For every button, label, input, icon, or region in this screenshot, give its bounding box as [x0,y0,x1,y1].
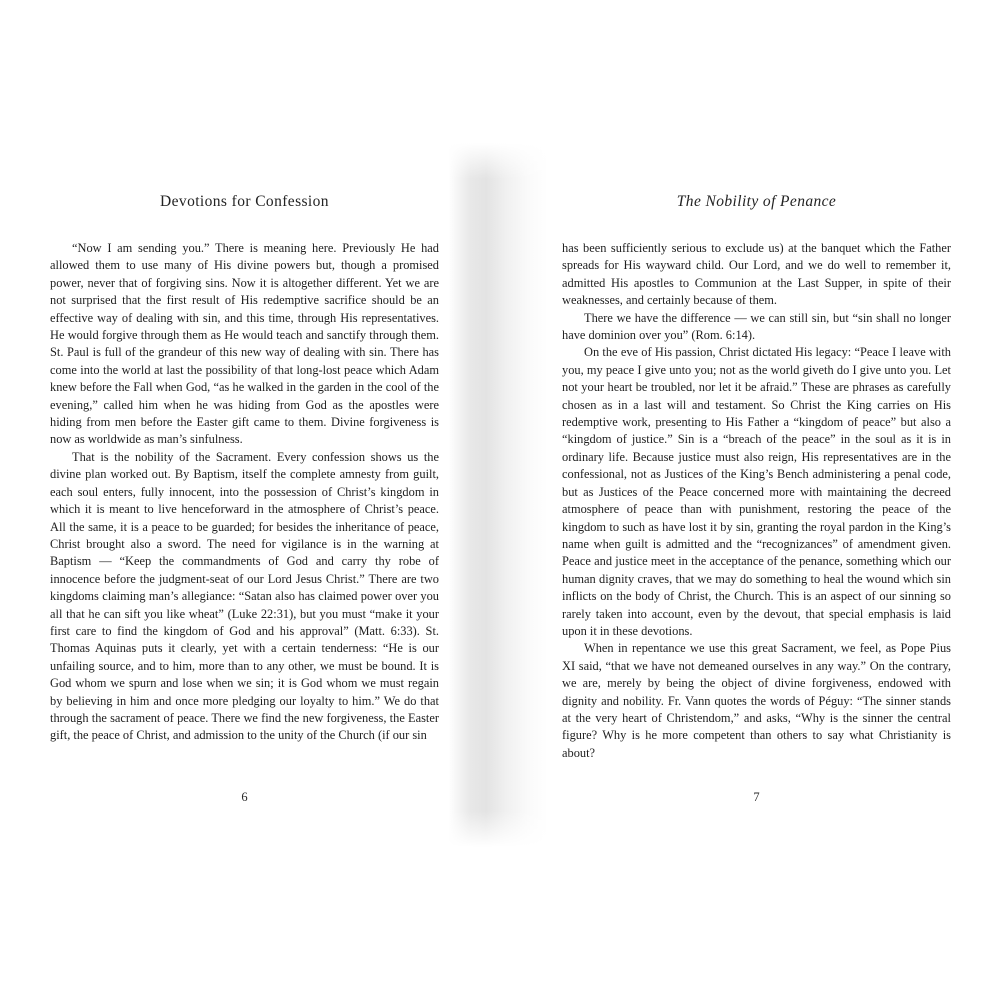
paragraph: That is the nobility of the Sacrament. Every confession shows us the divine plan worked out. By Baptism, itself the complete amnesty from guilt, each soul enters, fully innocent, into the possession of Christ’s kingdom in which it is meant to live henceforward in the atmosphere of Christ’s peace. All the same, it is a peace to be guarded; for besides the inheritance of peace, Christ brought also a sword. The need for vigilance is in the warning at Baptism — “Keep the commandments of God and carry thy robe of innocence before the judgment-seat of our Lord Jesus Christ.” There are two kingdoms claiming man’s allegiance: “Satan also has claimed power over you all that he can sift you like wheat” (Luke 22:31), but you must “make it your first care to find the kingdom of God and his approval” (Matt. 6:33). St. Thomas Aquinas puts it clearly, yet with a certain tenderness: “He is our unfailing source, and to him, more than to any other, we must be bound. It is God whom we spurn and lose when we sin; it is God whom we must regain by believing in him and once more pledging our loyalty to him.” We do that through the sacrament of peace. There we find the new forgiveness, the Easter gift, the peace of Christ, and admission to the unity of the Church (if our sin [50,449,439,743]
paragraph: When in repentance we use this great Sacrament, we feel, as Pope Pius XI said, “that we have not demeaned ourselves in any way.” On the contrary, we are, merely by being the object of divine forgiveness, endowed with dignity and nobility. Fr. Vann quotes the words of Péguy: “The sinner stands at the very heart of Christendom,” and asks, “Why is the sinner the central figure? Why is he more competent than others to say what Christianity is about? [562,641,951,760]
running-header-left: Devotions for Confession [160,193,329,210]
left-page-body [50,240,439,745]
paragraph: “Now I am sending you.” There is meaning here. Previously He had allowed them to use many of His divine powers but, though a promised power, never that of forgiving sins. Now it is altogether different. Yet we are not surprised that the first result of His redemptive sacrifice should be an effective way of dealing with sin, and this time, through His representatives. He would forgive through them as He would teach and sanctify through them. St. Paul is full of the grandeur of this new way of dealing with sin. There has come into the world at last the possibility of that long-lost peace which Adam knew before the Fall when God, “as he walked in the garden in the cool of the evening,” called him when he was hiding from God as the apostles were hiding from men before the Easter gift came to them. Divine forgiveness is now as worldwide as man’s sinfulness. [50,241,439,447]
right-page-body [562,240,951,762]
right-page [562,0,951,1000]
left-page [50,0,439,1000]
paragraph: On the eve of His passion, Christ dictated His legacy: “Peace I leave with you, my peace I give unto you; not as the world giveth do I give unto you. Let not your heart be troubled, nor let it be afraid.” These are phrases as carefully chosen as in a last will and testament. So Christ the King carries on His redemptive work, presenting to His Father a “kingdom of peace” but also a “kingdom of justice.” Sin is a “breach of the peace” in the soul as it is in ordinary life. Because justice must also reign, His representatives are in the confessional, not as Justices of the King’s Bench administering a penal code, but as Justices of the Peace concerned more with maintaining the decreed atmosphere of peace than with punishment, restoring the peace of the kingdom to such as have lost it by sin, granting the royal pardon in the King’s name when guilt is admitted and the “recognizances” of amendment given. Peace and justice meet in the acceptance of the penance, something which our human dignity craves, that we may do something to heal the wound which sin inflicts on the body of Christ, the Church. This is an aspect of our sinning so rarely taken into account, even by the devout, that special emphasis is laid upon it in these devotions. [562,345,951,638]
paragraph: There we have the difference — we can still sin, but “sin shall no longer have dominion over you” (Rom. 6:14). [562,310,951,343]
paragraph: has been sufficiently serious to exclude us) at the banquet which the Father spreads for His wayward child. Our Lord, and we do well to remember it, admitted His apostles to Communion at the Last Supper, in spite of their weaknesses, and certainly because of them. [562,241,951,308]
page-number-right: 7 [753,790,760,804]
running-header-right: The Nobility of Penance [676,193,837,210]
page-gutter-shadow [448,143,548,847]
page-number-left: 6 [241,790,248,804]
